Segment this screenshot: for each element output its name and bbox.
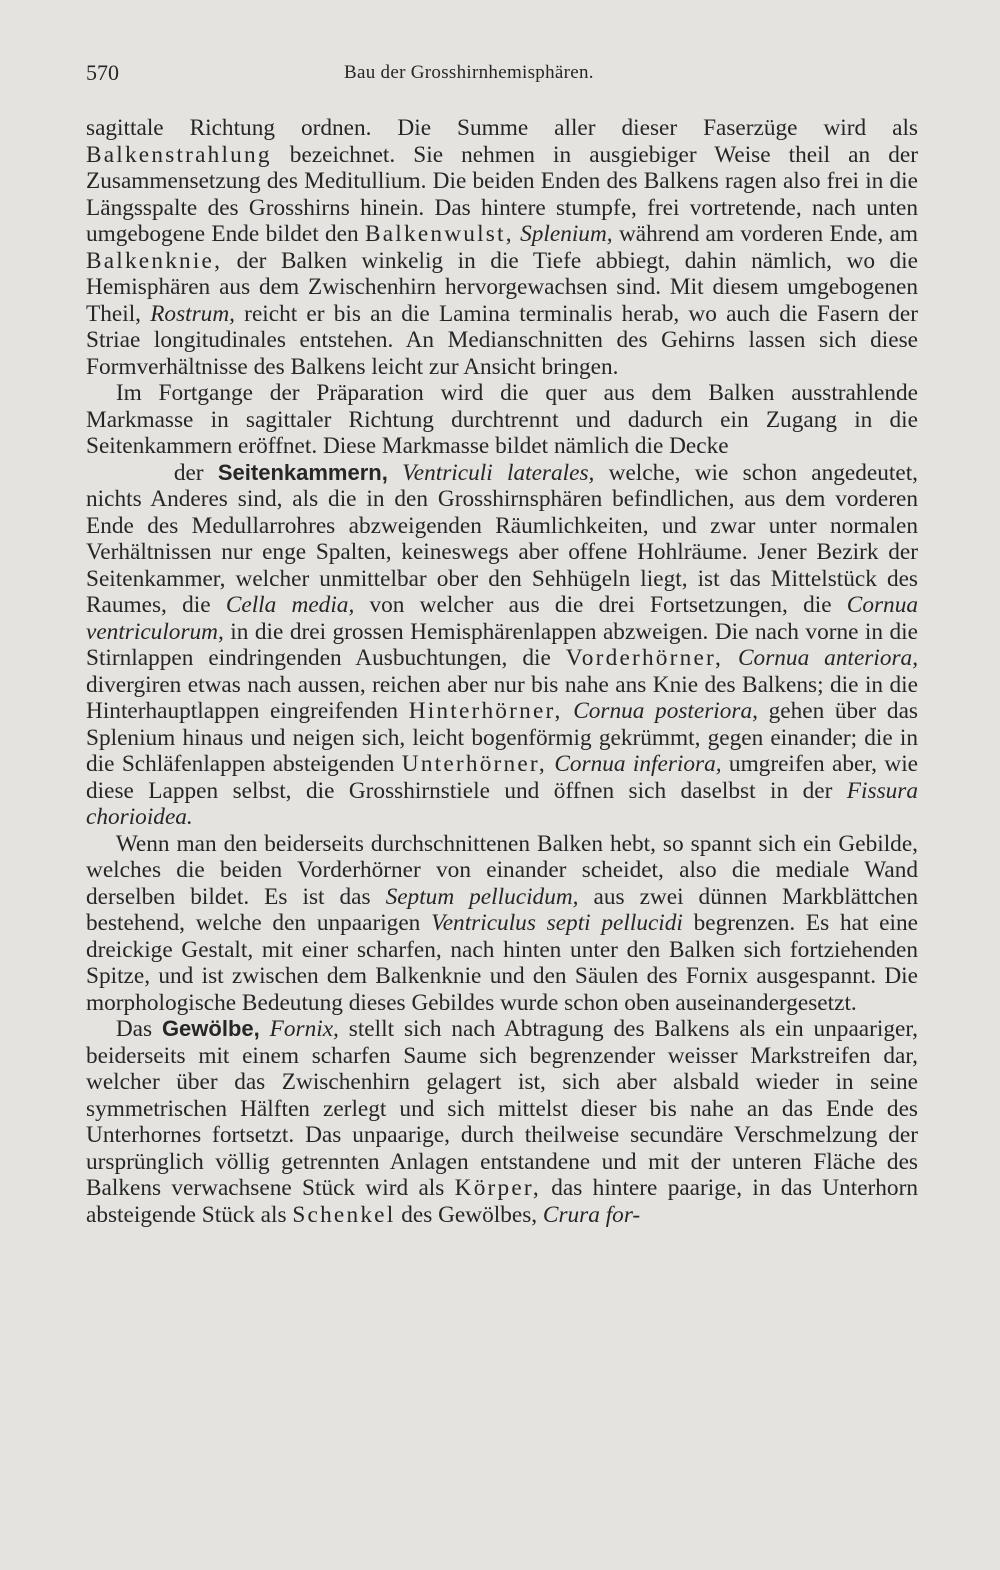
spaced-term-balkenknie: Balkenknie, <box>86 247 223 274</box>
spaced-term-balkenwulst: Balkenwulst, <box>365 221 514 247</box>
section-heading-seitenkammern: Seitenkammern, <box>217 459 388 485</box>
latin-term-cornua-ventriculorum: Cornua ventriculorum, <box>86 592 918 645</box>
latin-term-fissura-chorioidea: Fissura chorioidea. <box>86 777 918 830</box>
latin-term-crura-fornicis: Crura for- <box>542 1201 641 1228</box>
page-header <box>86 60 916 92</box>
latin-term-ventriculus-septi-pellucidi: Ventriculus septi pellucidi <box>431 910 683 936</box>
latin-term-cornua-anteriora: Cornua anteriora, <box>738 645 919 671</box>
spaced-term-schenkel: Schenkel <box>292 1201 396 1228</box>
latin-term-cella-media: Cella media, <box>225 592 355 618</box>
page-number: 570 <box>86 60 119 85</box>
paragraph-gewoelbe: Das Gewölbe, Fornix, stellt sich nach Abtragung des Balkens als ein unpaariger, beiderseits mit einem scharfen Saume sich begrenzender weisser Markstreifen dar, welcher über das Zwischenhirn gelagert ist, sich aber alsbald wieder in seine symmetrischen Hälften zerlegt und sich mittelst dieser bis nahe an das Ende des Unterhornes fortsetzt. Das unpaarige, durch theilweise secundäre Verschmelzung der ursprünglich völlig getrennten Anlagen entstandene und mit der unteren Fläche des Balkens verwachsene Stück wird als Körper, das hintere paarige, in das Unterhorn absteigende Stück als Schenkel des Gewölbes, Crura for- <box>86 1016 918 1228</box>
latin-term-cornua-inferiora: Cornua inferiora, <box>554 751 722 777</box>
paragraph-seitenkammern: der Seitenkammern, Ventriculi laterales, welche, wie schon angedeutet, nichts Anderes sind, als die in den Grosshirnsphären befindlichen, aus dem vorderen Ende des Medullarrohres abzweigenden Räumlichkeiten, und zwar unter normalen Verhältnissen nur enge Spalten, keineswegs aber offene Hohlräume. Jener Bezirk der Seitenkammer, welcher unmittelbar ober den Sehhügeln liegt, ist das Mittelstück des Raumes, die Cella media, von welcher aus die drei Fortsetzungen, die Cornua ventriculorum, in die drei grossen Hemisphärenlappen abzweigen. Die nach vorne in die Stirnlappen eindringenden Ausbuchtungen, die Vorderhörner, Cornua anteriora, divergiren etwas nach aussen, reichen aber nur bis nahe ans Knie des Balkens; die in die Hinterhauptlappen eingreifenden Hinterhörner, Cornua posteriora, gehen über das Splenium hinaus und neigen sich, leicht bogenförmig gekrümmt, gegen einander; die in die Schläfenlappen absteigenden Unterhörner, Cornua inferiora, umgreifen aber, wie diese Lappen selbst, die Grosshirnstiele und öffnen sich daselbst in der Fissura chorioidea. <box>86 459 919 830</box>
latin-term-cornua-posteriora: Cornua posteriora, <box>573 698 758 724</box>
paragraph-septum-pellucidum: Wenn man den beiderseits durchschnittenen Balken hebt, so spannt sich ein Gebilde, welches die beiden Vorderhörner von einander scheidet, also die mediale Wand derselben bildet. Es ist das Septum pellucidum, aus zwei dünnen Markblättchen bestehend, welche den unpaarigen Ventriculus septi pellucidi begrenzen. Es hat eine dreickige Gestalt, mit einer scharfen, nach hinten unter den Balken sich fortziehenden Spitze, und ist zwischen dem Balkenknie und den Säulen des Fornix ausgespannt. Die morphologische Bedeutung dieses Gebildes wurde schon oben auseinandergesetzt. <box>86 830 918 1016</box>
spaced-term-hinterhoerner: Hinterhörner, <box>408 698 563 724</box>
section-heading-gewoelbe: Gewölbe, <box>161 1016 260 1041</box>
spaced-term-unterhoerner: Unterhörner, <box>401 751 547 777</box>
paragraph-praeparation: Im Fortgange der Präparation wird die quer aus dem Balken ausstrahlende Markmasse in sagittaler Richtung durchtrennt und dadurch ein Zugang in die Seitenkammern eröffnet. Diese Markmasse bildet nämlich die Decke <box>86 380 918 459</box>
latin-term-septum-pellucidum: Septum pellucidum, <box>385 883 579 910</box>
spaced-term-balkenstrahlung: Balkenstrahlung <box>86 141 272 168</box>
latin-term-splenium: Splenium, <box>520 221 613 247</box>
body-text <box>86 115 918 1228</box>
spaced-term-vorderhoerner: Vorderhörner, <box>565 645 724 671</box>
spaced-term-koerper: Körper, <box>454 1175 541 1201</box>
latin-term-rostrum: Rostrum, <box>150 300 235 327</box>
latin-term-fornix: Fornix, <box>269 1016 339 1042</box>
running-title: Bau der Grosshirnhemisphären. <box>344 62 594 83</box>
paragraph-balkenstrahlung: sagittale Richtung ordnen. Die Summe aller dieser Faserzüge wird als Balkenstrahlung bezeichnet. Sie nehmen in ausgiebiger Weise theil an der Zusammensetzung des Meditullium. Die beiden Enden des Balkens ragen also frei in die Längsspalte des Grosshirns hinein. Das hintere stumpfe, frei vortretende, nach unten umgebogene Ende bildet den Balkenwulst, Splenium, während am vorderen Ende, am Balkenknie, der Balken winkelig in die Tiefe abbiegt, dahin nämlich, wo die Hemisphären aus dem Zwischenhirn hervorgewachsen sind. Mit diesem umgebogenen Theil, Rostrum, reicht er bis an die Lamina terminalis herab, wo auch die Fasern der Striae longitudinales entstehen. An Medianschnitten des Gehirns lassen sich diese Formverhältnisse des Balkens leicht zur Ansicht bringen. <box>86 115 918 380</box>
latin-term-ventriculi-laterales: Ventriculi laterales, <box>402 459 595 486</box>
